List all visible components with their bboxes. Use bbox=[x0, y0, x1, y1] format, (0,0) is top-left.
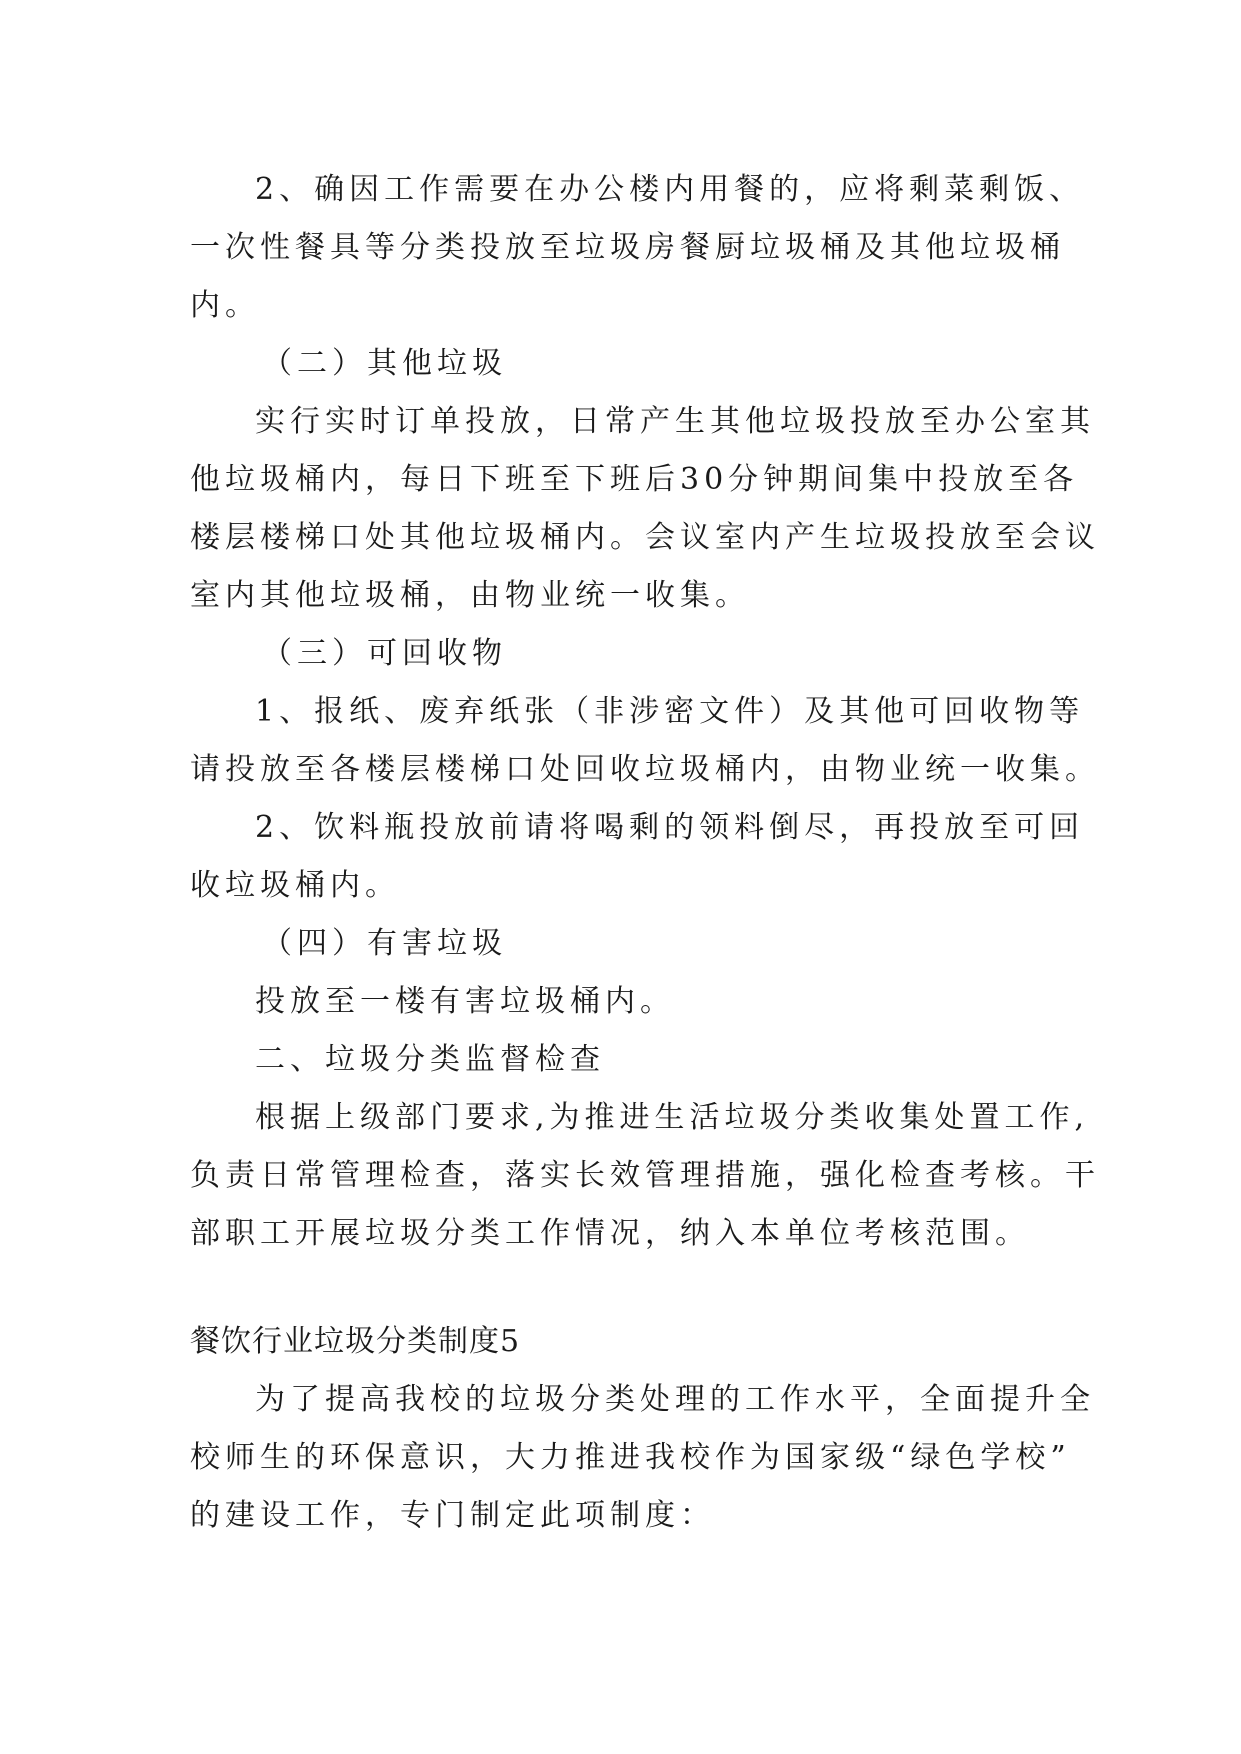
paragraph-line: 实行实时订单投放，日常产生其他垃圾投放至办公室其 bbox=[255, 404, 1095, 439]
paragraph-line: 根据上级部门要求,为推进生活垃圾分类收集处置工作, bbox=[255, 1100, 1090, 1135]
paragraph-line: 内。 bbox=[190, 288, 260, 323]
section-heading: 二、垃圾分类监督检查 bbox=[255, 1042, 605, 1077]
document-title: 餐饮行业垃圾分类制度5 bbox=[190, 1324, 521, 1359]
paragraph-line: 负责日常管理检查，落实长效管理措施，强化检查考核。干 bbox=[190, 1158, 1100, 1193]
section-heading: （三）可回收物 bbox=[262, 636, 507, 671]
section-heading: （二）其他垃圾 bbox=[262, 346, 507, 381]
paragraph-line: 请投放至各楼层楼梯口处回收垃圾桶内，由物业统一收集。 bbox=[190, 752, 1100, 787]
paragraph-line: 部职工开展垃圾分类工作情况，纳入本单位考核范围。 bbox=[190, 1216, 1030, 1251]
paragraph-line: 他垃圾桶内，每日下班至下班后30分钟期间集中投放至各 bbox=[190, 462, 1079, 497]
paragraph-line: 室内其他垃圾桶，由物业统一收集。 bbox=[190, 578, 750, 613]
paragraph-line: 校师生的环保意识，大力推进我校作为国家级“绿色学校” bbox=[190, 1440, 1071, 1475]
paragraph-line: 投放至一楼有害垃圾桶内。 bbox=[255, 984, 675, 1019]
paragraph-line: 1、报纸、废弃纸张（非涉密文件）及其他可回收物等 bbox=[255, 694, 1085, 729]
paragraph-line: 一次性餐具等分类投放至垃圾房餐厨垃圾桶及其他垃圾桶 bbox=[190, 230, 1065, 265]
paragraph-line: 的建设工作，专门制定此项制度： bbox=[190, 1498, 715, 1533]
paragraph-line: 为了提高我校的垃圾分类处理的工作水平，全面提升全 bbox=[255, 1382, 1095, 1417]
paragraph-line: 2、确因工作需要在办公楼内用餐的，应将剩菜剩饭、 bbox=[255, 172, 1085, 207]
section-heading: （四）有害垃圾 bbox=[262, 926, 507, 961]
paragraph-line: 楼层楼梯口处其他垃圾桶内。会议室内产生垃圾投放至会议 bbox=[190, 520, 1100, 555]
paragraph-line: 收垃圾桶内。 bbox=[190, 868, 400, 903]
paragraph-line: 2、饮料瓶投放前请将喝剩的领料倒尽，再投放至可回 bbox=[255, 810, 1085, 845]
